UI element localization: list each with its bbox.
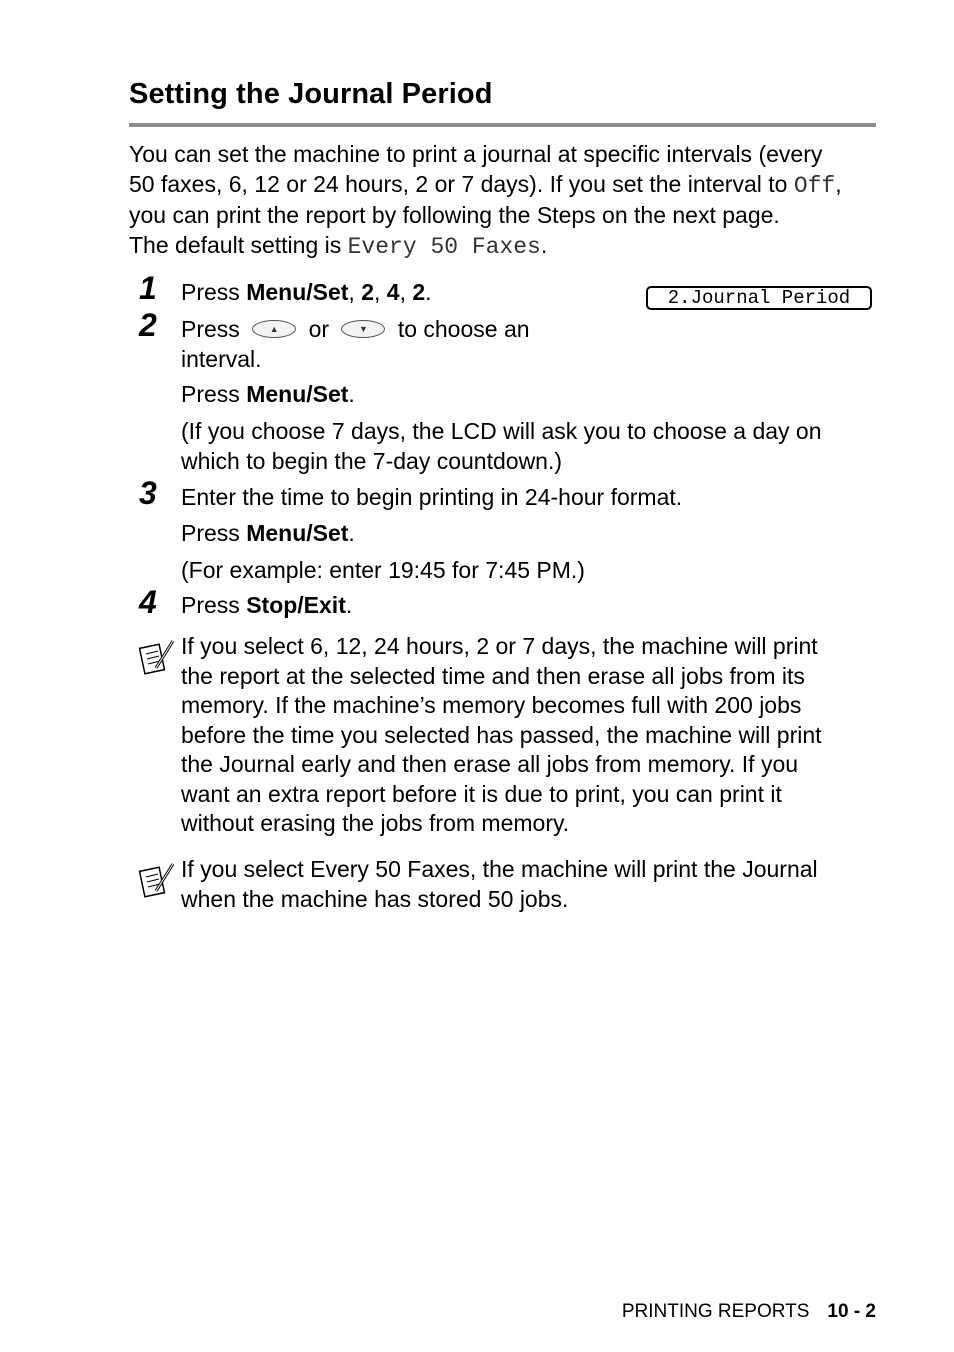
note-line: If you select Every 50 Faxes, the machine will print the Journal — [181, 856, 818, 882]
step-number: 2 — [139, 307, 157, 343]
note-line: the Journal early and then erase all jobs from memory. If you — [181, 751, 799, 777]
step-number: 3 — [139, 475, 157, 511]
up-arrow-icon: ▲ — [252, 320, 296, 338]
intro-text: 50 faxes, 6, 12 or 24 hours, 2 or 7 days). If you set the interval to — [129, 170, 794, 197]
sep: . — [348, 520, 355, 546]
lcd-display: 2.Journal Period — [646, 286, 872, 310]
step-2-line-2: interval. — [181, 346, 262, 372]
note-line: when the machine has stored 50 jobs. — [181, 885, 569, 912]
title-rule — [129, 123, 876, 127]
key-name: Menu/Set — [246, 520, 349, 546]
note-pencil-icon — [136, 861, 176, 901]
key-name: 2 — [412, 279, 426, 305]
step-3-instruction: Enter the time to begin printing in 24-hour format. — [181, 484, 683, 510]
intro-line-3: you can print the report by following the Steps on the next page. — [129, 202, 780, 228]
step-text: to choose an — [397, 316, 530, 342]
page-number: 10 - 2 — [827, 1301, 876, 1322]
step-text: Press — [181, 592, 247, 618]
intro-punct: , — [835, 170, 842, 197]
step-4-instruction — [181, 590, 881, 620]
intro-punct: . — [540, 231, 548, 258]
note-pencil-icon — [136, 638, 176, 678]
note-1 — [181, 632, 881, 839]
key-name: 4 — [386, 279, 400, 305]
step-text: Press — [181, 279, 247, 305]
step-2-press — [181, 379, 881, 409]
lcd-value-off: Off — [793, 172, 836, 199]
intro-line-1: You can set the machine to print a journal at specific intervals (every — [129, 141, 823, 167]
step-2-note-2: which to begin the 7-day countdown.) — [181, 448, 563, 474]
footer-section: PRINTING REPORTS — [621, 1301, 810, 1322]
intro-line-2 — [129, 170, 889, 202]
intro-line-4 — [129, 231, 889, 263]
note-line: the report at the selected time and then erase all jobs from its — [181, 662, 805, 689]
step-2-instruction — [181, 314, 881, 344]
down-arrow-icon: ▼ — [341, 320, 385, 338]
page-footer — [622, 1301, 876, 1323]
note-line: without erasing the jobs from memory. — [181, 810, 570, 836]
step-number: 1 — [139, 270, 157, 306]
intro-paragraph — [129, 140, 889, 262]
key-name: Stop/Exit — [246, 592, 346, 618]
note-line: If you select 6, 12, 24 hours, 2 or 7 days, the machine will print — [181, 633, 818, 659]
step-1-instruction — [181, 277, 881, 307]
sep: , — [399, 279, 413, 305]
sep: , — [374, 279, 387, 305]
sep: . — [348, 381, 355, 407]
page-title: Setting the Journal Period — [129, 78, 493, 110]
step-2-note-1: (If you choose 7 days, the LCD will ask you to choose a day on — [181, 418, 822, 444]
sep: . — [425, 279, 432, 305]
lcd-value-default: Every 50 Faxes — [347, 233, 541, 260]
step-text: Press — [181, 381, 247, 407]
step-text: Press — [181, 520, 247, 546]
intro-text: The default setting is — [129, 231, 348, 258]
key-name: 2 — [361, 279, 374, 305]
step-text: Press — [181, 316, 240, 342]
sep: . — [345, 592, 353, 618]
step-text: or — [308, 316, 330, 342]
note-2 — [181, 855, 881, 914]
note-line: want an extra report before it is due to print, you can print it — [181, 780, 782, 807]
key-name: Menu/Set — [246, 381, 349, 407]
step-3-example: (For example: enter 19:45 for 7:45 PM.) — [181, 557, 585, 583]
note-line: memory. If the machine’s memory becomes full with 200 jobs — [181, 692, 802, 718]
step-3-press — [181, 518, 881, 548]
step-number: 4 — [139, 584, 157, 620]
key-name: Menu/Set — [246, 279, 349, 305]
sep: , — [348, 279, 362, 305]
note-line: before the time you selected has passed, the machine will print — [181, 721, 822, 748]
